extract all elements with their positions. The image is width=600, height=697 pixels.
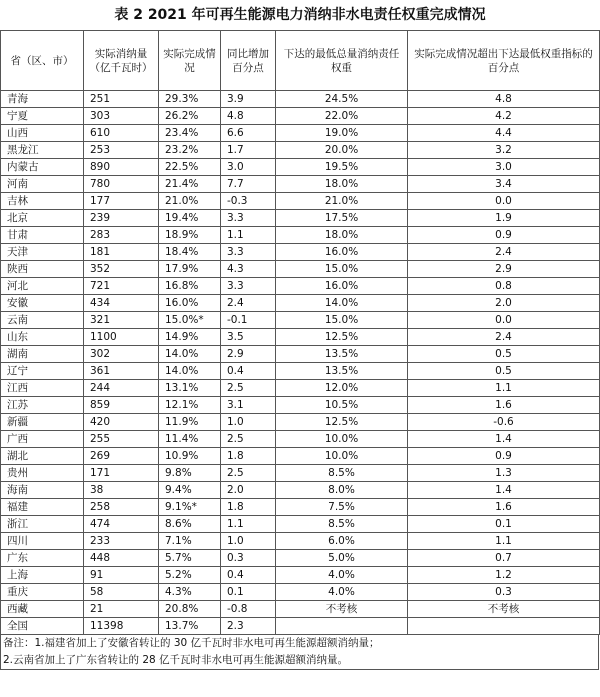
cell-consumption: 721 bbox=[84, 278, 159, 295]
cell-consumption: 11398 bbox=[84, 618, 159, 635]
cell-excess: 4.8 bbox=[408, 91, 600, 108]
cell-completion: 19.4% bbox=[159, 210, 221, 227]
cell-target: 14.0% bbox=[276, 295, 408, 312]
cell-province: 福建 bbox=[1, 499, 84, 516]
table-row bbox=[1, 431, 600, 448]
table-row bbox=[1, 567, 600, 584]
cell-yoy: 3.1 bbox=[221, 397, 276, 414]
cell-province: 安徽 bbox=[1, 295, 84, 312]
table-row bbox=[1, 278, 600, 295]
cell-completion: 7.1% bbox=[159, 533, 221, 550]
cell-completion: 18.9% bbox=[159, 227, 221, 244]
cell-consumption: 321 bbox=[84, 312, 159, 329]
cell-province: 内蒙古 bbox=[1, 159, 84, 176]
cell-completion: 23.4% bbox=[159, 125, 221, 142]
cell-province: 江西 bbox=[1, 380, 84, 397]
cell-yoy: 3.3 bbox=[221, 244, 276, 261]
cell-province: 广西 bbox=[1, 431, 84, 448]
cell-completion: 5.7% bbox=[159, 550, 221, 567]
cell-yoy: 2.9 bbox=[221, 346, 276, 363]
cell-excess: 1.6 bbox=[408, 397, 600, 414]
cell-completion: 14.9% bbox=[159, 329, 221, 346]
cell-target: 12.5% bbox=[276, 414, 408, 431]
cell-target: 13.5% bbox=[276, 346, 408, 363]
cell-target: 18.0% bbox=[276, 176, 408, 193]
cell-yoy: 2.4 bbox=[221, 295, 276, 312]
cell-completion: 10.9% bbox=[159, 448, 221, 465]
table-row bbox=[1, 499, 600, 516]
table-row bbox=[1, 159, 600, 176]
cell-target: 8.5% bbox=[276, 465, 408, 482]
cell-completion: 11.9% bbox=[159, 414, 221, 431]
cell-completion: 20.8% bbox=[159, 601, 221, 618]
cell-target: 4.0% bbox=[276, 567, 408, 584]
cell-excess: 2.0 bbox=[408, 295, 600, 312]
cell-completion: 13.7% bbox=[159, 618, 221, 635]
cell-province: 吉林 bbox=[1, 193, 84, 210]
cell-excess: 1.1 bbox=[408, 533, 600, 550]
table-row bbox=[1, 261, 600, 278]
cell-completion: 18.4% bbox=[159, 244, 221, 261]
cell-consumption: 302 bbox=[84, 346, 159, 363]
cell-consumption: 38 bbox=[84, 482, 159, 499]
table-row bbox=[1, 125, 600, 142]
table-row bbox=[1, 380, 600, 397]
cell-yoy: 0.4 bbox=[221, 567, 276, 584]
cell-province: 上海 bbox=[1, 567, 84, 584]
cell-excess: 1.6 bbox=[408, 499, 600, 516]
table-row bbox=[1, 227, 600, 244]
cell-province: 甘肃 bbox=[1, 227, 84, 244]
cell-target: 不考核 bbox=[276, 601, 408, 618]
cell-yoy: 2.5 bbox=[221, 380, 276, 397]
cell-province: 河南 bbox=[1, 176, 84, 193]
cell-completion: 26.2% bbox=[159, 108, 221, 125]
cell-target: 18.0% bbox=[276, 227, 408, 244]
cell-target: 8.5% bbox=[276, 516, 408, 533]
cell-yoy: 4.8 bbox=[221, 108, 276, 125]
cell-excess: -0.6 bbox=[408, 414, 600, 431]
cell-consumption: 420 bbox=[84, 414, 159, 431]
cell-yoy: 2.0 bbox=[221, 482, 276, 499]
cell-target: 16.0% bbox=[276, 244, 408, 261]
cell-excess: 0.9 bbox=[408, 448, 600, 465]
cell-target: 20.0% bbox=[276, 142, 408, 159]
table-row bbox=[1, 414, 600, 431]
cell-province: 青海 bbox=[1, 91, 84, 108]
cell-consumption: 253 bbox=[84, 142, 159, 159]
cell-yoy: 0.1 bbox=[221, 584, 276, 601]
cell-province: 四川 bbox=[1, 533, 84, 550]
cell-target: 16.0% bbox=[276, 278, 408, 295]
cell-excess: 0.8 bbox=[408, 278, 600, 295]
cell-yoy: 7.7 bbox=[221, 176, 276, 193]
cell-consumption: 171 bbox=[84, 465, 159, 482]
table-row bbox=[1, 108, 600, 125]
cell-target: 19.0% bbox=[276, 125, 408, 142]
cell-consumption: 474 bbox=[84, 516, 159, 533]
cell-excess: 3.0 bbox=[408, 159, 600, 176]
cell-consumption: 58 bbox=[84, 584, 159, 601]
cell-yoy: 1.0 bbox=[221, 414, 276, 431]
cell-consumption: 244 bbox=[84, 380, 159, 397]
cell-consumption: 780 bbox=[84, 176, 159, 193]
cell-province: 新疆 bbox=[1, 414, 84, 431]
cell-yoy: 2.5 bbox=[221, 465, 276, 482]
cell-excess: 0.9 bbox=[408, 227, 600, 244]
table-row bbox=[1, 244, 600, 261]
cell-yoy: 1.8 bbox=[221, 448, 276, 465]
cell-province: 西藏 bbox=[1, 601, 84, 618]
header-excess: 实际完成情况超出下达最低权重指标的百分点 bbox=[408, 31, 600, 91]
cell-province: 贵州 bbox=[1, 465, 84, 482]
cell-province: 湖南 bbox=[1, 346, 84, 363]
cell-excess: 1.2 bbox=[408, 567, 600, 584]
cell-target: 15.0% bbox=[276, 312, 408, 329]
table-row bbox=[1, 329, 600, 346]
table-row bbox=[1, 448, 600, 465]
cell-consumption: 258 bbox=[84, 499, 159, 516]
header-province: 省（区、市） bbox=[1, 31, 84, 91]
table-row bbox=[1, 193, 600, 210]
header-target: 下达的最低总量消纳责任权重 bbox=[276, 31, 408, 91]
cell-completion: 16.8% bbox=[159, 278, 221, 295]
cell-yoy: 1.1 bbox=[221, 227, 276, 244]
table-row bbox=[1, 533, 600, 550]
cell-province: 全国 bbox=[1, 618, 84, 635]
cell-target: 13.5% bbox=[276, 363, 408, 380]
cell-target: 8.0% bbox=[276, 482, 408, 499]
table-row bbox=[1, 142, 600, 159]
note-2: 2.云南省加上了广东省转让的 28 亿千瓦时非水电可再生能源超额消纳量。 bbox=[3, 654, 349, 666]
cell-completion: 17.9% bbox=[159, 261, 221, 278]
cell-consumption: 233 bbox=[84, 533, 159, 550]
cell-yoy: 3.9 bbox=[221, 91, 276, 108]
cell-consumption: 361 bbox=[84, 363, 159, 380]
cell-consumption: 251 bbox=[84, 91, 159, 108]
cell-consumption: 610 bbox=[84, 125, 159, 142]
cell-yoy: -0.8 bbox=[221, 601, 276, 618]
cell-target: 10.0% bbox=[276, 448, 408, 465]
cell-completion: 16.0% bbox=[159, 295, 221, 312]
table-row bbox=[1, 550, 600, 567]
cell-target: 12.5% bbox=[276, 329, 408, 346]
cell-consumption: 239 bbox=[84, 210, 159, 227]
cell-consumption: 890 bbox=[84, 159, 159, 176]
table-row bbox=[1, 176, 600, 193]
cell-province: 辽宁 bbox=[1, 363, 84, 380]
cell-completion: 8.6% bbox=[159, 516, 221, 533]
cell-province: 天津 bbox=[1, 244, 84, 261]
cell-excess: 0.5 bbox=[408, 363, 600, 380]
cell-excess: 0.0 bbox=[408, 193, 600, 210]
cell-excess: 4.2 bbox=[408, 108, 600, 125]
cell-completion: 21.4% bbox=[159, 176, 221, 193]
cell-consumption: 352 bbox=[84, 261, 159, 278]
cell-target: 24.5% bbox=[276, 91, 408, 108]
cell-excess: 0.5 bbox=[408, 346, 600, 363]
table-title: 表 2 2021 年可再生能源电力消纳非水电责任权重完成情况 bbox=[114, 7, 486, 23]
cell-consumption: 448 bbox=[84, 550, 159, 567]
cell-target: 21.0% bbox=[276, 193, 408, 210]
cell-yoy: 0.4 bbox=[221, 363, 276, 380]
cell-completion: 5.2% bbox=[159, 567, 221, 584]
cell-consumption: 1100 bbox=[84, 329, 159, 346]
cell-province: 江苏 bbox=[1, 397, 84, 414]
cell-consumption: 181 bbox=[84, 244, 159, 261]
cell-province: 河北 bbox=[1, 278, 84, 295]
cell-completion: 14.0% bbox=[159, 363, 221, 380]
cell-yoy: 3.3 bbox=[221, 278, 276, 295]
cell-completion: 21.0% bbox=[159, 193, 221, 210]
header-row bbox=[1, 31, 600, 91]
cell-consumption: 283 bbox=[84, 227, 159, 244]
cell-yoy: 3.5 bbox=[221, 329, 276, 346]
cell-excess: 0.3 bbox=[408, 584, 600, 601]
cell-completion: 11.4% bbox=[159, 431, 221, 448]
cell-province: 宁夏 bbox=[1, 108, 84, 125]
cell-yoy: -0.3 bbox=[221, 193, 276, 210]
cell-province: 山东 bbox=[1, 329, 84, 346]
cell-completion: 22.5% bbox=[159, 159, 221, 176]
cell-yoy: 6.6 bbox=[221, 125, 276, 142]
table-row bbox=[1, 295, 600, 312]
cell-completion: 9.1%* bbox=[159, 499, 221, 516]
table-row bbox=[1, 465, 600, 482]
cell-excess: 2.4 bbox=[408, 244, 600, 261]
cell-province: 浙江 bbox=[1, 516, 84, 533]
cell-target: 4.0% bbox=[276, 584, 408, 601]
cell-completion: 15.0%* bbox=[159, 312, 221, 329]
cell-excess bbox=[408, 618, 600, 635]
cell-province: 海南 bbox=[1, 482, 84, 499]
cell-completion: 9.4% bbox=[159, 482, 221, 499]
cell-target bbox=[276, 618, 408, 635]
header-yoy: 同比增加百分点 bbox=[221, 31, 276, 91]
cell-excess: 1.9 bbox=[408, 210, 600, 227]
completion-table bbox=[0, 30, 600, 635]
cell-completion: 13.1% bbox=[159, 380, 221, 397]
cell-target: 15.0% bbox=[276, 261, 408, 278]
cell-consumption: 255 bbox=[84, 431, 159, 448]
cell-consumption: 177 bbox=[84, 193, 159, 210]
notes bbox=[0, 635, 599, 670]
table-row bbox=[1, 618, 600, 635]
cell-yoy: 4.3 bbox=[221, 261, 276, 278]
cell-province: 广东 bbox=[1, 550, 84, 567]
table-row bbox=[1, 397, 600, 414]
cell-completion: 29.3% bbox=[159, 91, 221, 108]
cell-completion: 4.3% bbox=[159, 584, 221, 601]
header-consumption: 实际消纳量（亿千瓦时） bbox=[84, 31, 159, 91]
cell-target: 6.0% bbox=[276, 533, 408, 550]
cell-consumption: 434 bbox=[84, 295, 159, 312]
cell-province: 北京 bbox=[1, 210, 84, 227]
cell-province: 黑龙江 bbox=[1, 142, 84, 159]
cell-target: 19.5% bbox=[276, 159, 408, 176]
cell-excess: 3.2 bbox=[408, 142, 600, 159]
cell-target: 17.5% bbox=[276, 210, 408, 227]
table-row bbox=[1, 91, 600, 108]
cell-completion: 14.0% bbox=[159, 346, 221, 363]
note-1: 备注：1.福建省加上了安徽省转让的 30 亿千瓦时非水电可再生能源超额消纳量； bbox=[3, 637, 380, 649]
cell-completion: 12.1% bbox=[159, 397, 221, 414]
cell-target: 12.0% bbox=[276, 380, 408, 397]
cell-province: 山西 bbox=[1, 125, 84, 142]
cell-excess: 0.1 bbox=[408, 516, 600, 533]
cell-consumption: 91 bbox=[84, 567, 159, 584]
cell-consumption: 269 bbox=[84, 448, 159, 465]
cell-excess: 0.0 bbox=[408, 312, 600, 329]
cell-completion: 23.2% bbox=[159, 142, 221, 159]
cell-excess: 3.4 bbox=[408, 176, 600, 193]
cell-excess: 1.1 bbox=[408, 380, 600, 397]
cell-province: 湖北 bbox=[1, 448, 84, 465]
table-row bbox=[1, 482, 600, 499]
cell-consumption: 859 bbox=[84, 397, 159, 414]
cell-yoy: 2.3 bbox=[221, 618, 276, 635]
cell-excess: 0.7 bbox=[408, 550, 600, 567]
cell-target: 22.0% bbox=[276, 108, 408, 125]
table-row bbox=[1, 210, 600, 227]
table-row bbox=[1, 346, 600, 363]
table-row bbox=[1, 363, 600, 380]
cell-consumption: 303 bbox=[84, 108, 159, 125]
cell-excess: 不考核 bbox=[408, 601, 600, 618]
table-row bbox=[1, 601, 600, 618]
cell-yoy: -0.1 bbox=[221, 312, 276, 329]
cell-excess: 2.9 bbox=[408, 261, 600, 278]
cell-target: 7.5% bbox=[276, 499, 408, 516]
header-completion: 实际完成情况 bbox=[159, 31, 221, 91]
cell-excess: 1.3 bbox=[408, 465, 600, 482]
cell-consumption: 21 bbox=[84, 601, 159, 618]
cell-province: 云南 bbox=[1, 312, 84, 329]
cell-completion: 9.8% bbox=[159, 465, 221, 482]
cell-target: 10.0% bbox=[276, 431, 408, 448]
cell-excess: 1.4 bbox=[408, 482, 600, 499]
cell-yoy: 1.0 bbox=[221, 533, 276, 550]
table-row bbox=[1, 516, 600, 533]
cell-excess: 1.4 bbox=[408, 431, 600, 448]
cell-province: 陕西 bbox=[1, 261, 84, 278]
cell-excess: 4.4 bbox=[408, 125, 600, 142]
cell-yoy: 1.1 bbox=[221, 516, 276, 533]
cell-target: 5.0% bbox=[276, 550, 408, 567]
cell-yoy: 0.3 bbox=[221, 550, 276, 567]
cell-yoy: 3.0 bbox=[221, 159, 276, 176]
table-row bbox=[1, 312, 600, 329]
cell-excess: 2.4 bbox=[408, 329, 600, 346]
cell-target: 10.5% bbox=[276, 397, 408, 414]
cell-province: 重庆 bbox=[1, 584, 84, 601]
cell-yoy: 1.8 bbox=[221, 499, 276, 516]
table-body bbox=[1, 91, 600, 635]
cell-yoy: 3.3 bbox=[221, 210, 276, 227]
cell-yoy: 2.5 bbox=[221, 431, 276, 448]
table-row bbox=[1, 584, 600, 601]
cell-yoy: 1.7 bbox=[221, 142, 276, 159]
